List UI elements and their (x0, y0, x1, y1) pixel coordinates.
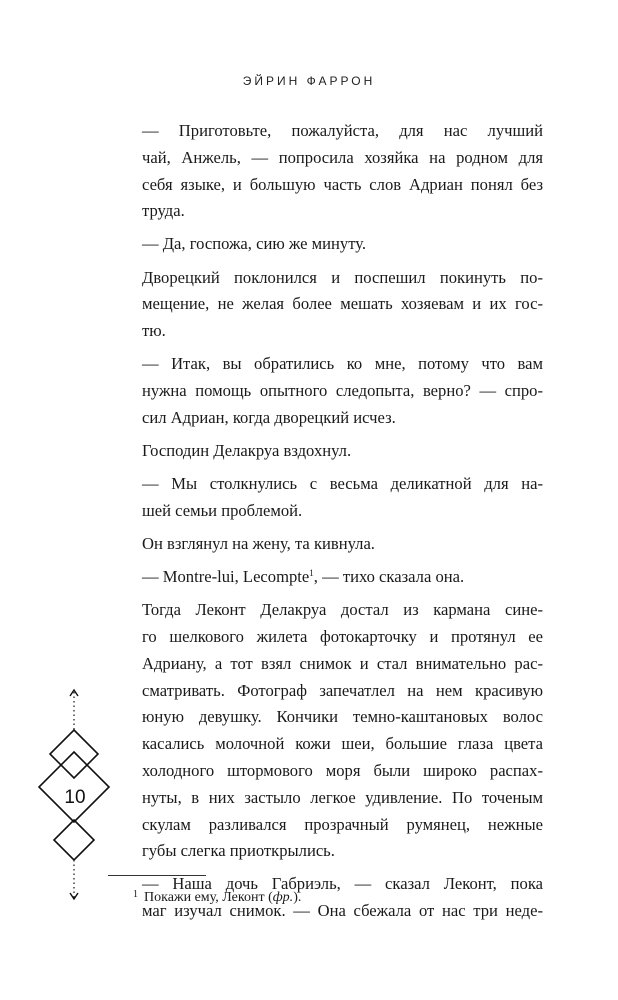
text-line (142, 145, 543, 172)
line-text: — Приготовьте, пожалуйста, для нас лучший (142, 121, 543, 140)
line-text: мещение, не желая более мешать хозяевам и их гос- (142, 294, 543, 314)
line-text: холодного штормового моря были широко распах- (142, 760, 543, 780)
running-head: ЭЙРИН ФАРРОН (242, 74, 376, 88)
text-line (142, 118, 543, 145)
line-text: губы слегка приоткрылись. (142, 841, 335, 861)
folio-ornament (30, 680, 120, 910)
text-line (142, 231, 543, 258)
line-text: чай, Анжель, — попросила хозяйка на родном для (142, 147, 543, 167)
line-text: нуты, в них застыло легкое удивление. По точеным (142, 787, 543, 807)
text-line (142, 564, 543, 591)
text-line (142, 624, 543, 651)
line-text: Тогда Леконт Делакруа достал из кармана сине- (142, 600, 543, 620)
page-number: 10 (64, 787, 86, 808)
text-line (142, 731, 543, 758)
line-text: Господин Делакруа вздохнул. (142, 440, 352, 460)
text-line (142, 471, 543, 498)
text-line (142, 198, 543, 225)
line-text: — Да, госпожа, сию же минуту. (142, 234, 367, 254)
text-line (142, 351, 543, 378)
line-text: Адриану, а тот взял снимок и стал внимательно рас- (142, 653, 543, 673)
text-line (142, 498, 543, 525)
body-text (142, 118, 543, 925)
text-line (142, 531, 543, 558)
text-line (142, 405, 543, 432)
text-line (142, 438, 543, 465)
line-text: , — тихо сказала она. (313, 567, 465, 587)
line-text: Он взглянул на жену, та кивнула. (142, 533, 375, 553)
line-text: шей семьи проблемой. (142, 500, 303, 520)
text-line (142, 597, 543, 624)
line-text: — Наша дочь Габриэль, — сказал Леконт, пока (142, 874, 543, 894)
text-line (142, 704, 543, 731)
line-text: себя языке, и большую часть слов Адриан понял без (142, 174, 543, 194)
text-line (142, 678, 543, 705)
line-text: — Montre-lui, Lecompte (142, 567, 310, 587)
footnote-text-end: ). (293, 890, 302, 905)
footnote-reference: 1 (309, 568, 314, 579)
line-text: тю. (142, 321, 166, 341)
line-text: го шелкового жилета фотокарточку и протянул ее (142, 626, 543, 646)
line-text: касались молочной кожи шеи, большие глаза цвета (142, 734, 543, 754)
text-line (142, 812, 543, 839)
line-text: труда. (142, 201, 185, 221)
text-line (142, 172, 543, 199)
text-line (142, 651, 543, 678)
text-line (142, 378, 543, 405)
line-text: — Мы столкнулись с весьма деликатной для на- (142, 474, 543, 494)
line-text: маг изучал снимок. — Она сбежала от нас три неде- (142, 901, 543, 921)
line-text: — Итак, вы обратились ко мне, потому что вам (142, 354, 543, 374)
line-text: нужна помощь опытного следопыта, верно? — спро- (142, 381, 543, 401)
line-text: Дворецкий поклонился и поспешил покинуть по- (142, 267, 543, 287)
footnote-text-italic: фр. (272, 890, 294, 905)
line-text: сил Адриан, когда дворецкий исчез. (142, 407, 396, 427)
text-line (142, 758, 543, 785)
text-line (142, 318, 543, 345)
text-line (142, 838, 543, 865)
footnote (133, 886, 553, 907)
text-line (142, 291, 543, 318)
footnote-rule (108, 875, 206, 876)
text-line (142, 785, 543, 812)
footnote-text-plain: Покажи ему, Леконт ( (144, 890, 273, 905)
text-line (142, 265, 543, 292)
line-text: сматривать. Фотограф запечатлел на нем красивую (142, 680, 543, 700)
line-text: скулам разливался прозрачный румянец, нежные (142, 814, 543, 834)
footnote-number: 1 (133, 889, 138, 900)
line-text: юную девушку. Кончики темно-каштановых волос (142, 707, 543, 727)
